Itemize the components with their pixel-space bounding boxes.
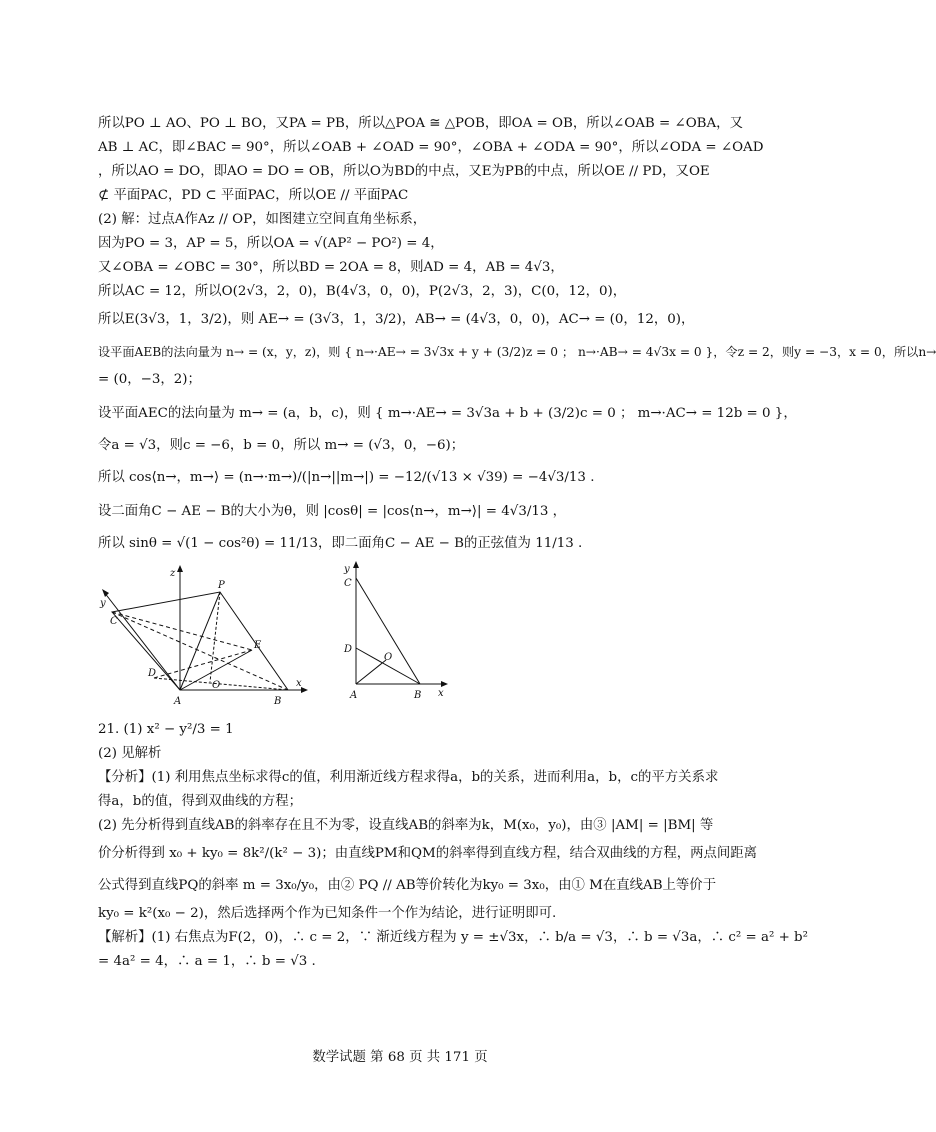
page-footer: 数学试题 第 68 页 共 171 页 — [312, 1050, 488, 1065]
label-C: C — [110, 616, 118, 627]
text-line: 【解析】(1) 右焦点为F(2，0)，∴ c = 2，∵ 渐近线方程为 y = ±√3x，∴ b/a = √3，∴ b = √3a，∴ c² = a² + b² — [98, 930, 808, 945]
text-line: 所以 cos⟨n→，m→⟩ = (n→·m→)/(|n→||m→|) = −12/(√13 × √39) = −4√3/13 . — [98, 470, 595, 485]
text-line: 令a = √3，则c = −6，b = 0，所以 m→ = (√3，0，−6)； — [98, 438, 465, 453]
text-line: AB ⊥ AC，即∠BAC = 90°，所以∠OAB + ∠OAD = 90°，∠OBA + ∠ODA = 90°，所以∠ODA = ∠OAD — [98, 140, 764, 155]
page-content — [98, 112, 936, 974]
text-line: 所以PO ⊥ AO、PO ⊥ BO，又PA = PB，所以△POA ≅ △POB，即OA = OB，所以∠OAB = ∠OBA，又 — [98, 116, 743, 131]
text-line: ，所以AO = DO，即AO = DO = OB，所以O为BD的中点，又E为PB的中点，所以OE // PD，又OE — [98, 164, 710, 179]
label-C: C — [344, 578, 352, 589]
label-y: y — [344, 564, 350, 575]
text-line: 又∠OBA = ∠OBC = 30°，所以BD = 2OA = 8，则AD = 4，AB = 4√3， — [98, 260, 564, 275]
label-x: x — [296, 678, 302, 689]
label-B: B — [414, 690, 422, 701]
text-line: 因为PO = 3，AP = 5，所以OA = √(AP² − PO²) = 4， — [98, 236, 444, 251]
text-line: 所以 sinθ = √(1 − cos²θ) = 11/13，即二面角C − AE − B的正弦值为 11/13 . — [98, 536, 583, 551]
text-line: = 4a² = 4，∴ a = 1，∴ b = √3 . — [98, 954, 316, 969]
text-line: 设二面角C − AE − B的大小为θ，则 |cosθ| = |cos⟨n→，m→⟩| = 4√3/13 ， — [98, 504, 567, 519]
text-line: ⊄ 平面PAC，PD ⊂ 平面PAC，所以OE // 平面PAC — [98, 188, 409, 203]
label-D: D — [344, 644, 353, 655]
label-O: O — [212, 680, 221, 691]
label-x: x — [438, 688, 444, 699]
text-line: 设平面AEB的法向量为 n→ = (x，y，z)，则 { n→·AE→ = 3√3x + y + (3/2)z = 0 ； n→·AB→ = 4√3x = 0 }，令z = 2，则y = −3，x = 0，所以n→ — [98, 345, 936, 359]
text-line: 21. (1) x² − y²/3 = 1 — [98, 722, 234, 737]
text-line: 设平面AEC的法向量为 m→ = (a，b，c)，则 { m→·AE→ = 3√3a + b + (3/2)c = 0 ； m→·AC→ = 12b = 0 }， — [98, 406, 797, 421]
text-line: (2) 解：过点A作Az // OP，如图建立空间直角坐标系， — [98, 212, 427, 227]
text-line: 所以AC = 12，所以O(2√3，2，0)，B(4√3，0，0)，P(2√3，2，3)，C(0，12，0)， — [98, 284, 627, 299]
3d-coordinate-figure — [98, 562, 318, 712]
text-line: (2) 见解析 — [98, 746, 162, 761]
2d-plane-figure — [340, 562, 450, 712]
label-P: P — [218, 580, 225, 591]
text-line: 得a，b的值，得到双曲线的方程； — [98, 794, 303, 809]
label-D: D — [148, 668, 157, 679]
label-z: z — [170, 568, 176, 579]
text-line: ky₀ = k²(x₀ − 2)，然后选择两个作为已知条件一个作为结论，进行证明即可. — [98, 906, 557, 921]
label-y: y — [100, 598, 106, 609]
text-line: (2) 先分析得到直线AB的斜率存在且不为零，设直线AB的斜率为k，M(x₀，y₀)，由③ |AM| = |BM| 等 — [98, 818, 714, 833]
figure-row — [98, 562, 728, 712]
text-line: 价分析得到 x₀ + ky₀ = 8k²/(k² − 3)；由直线PM和QM的斜率得到直线方程，结合双曲线的方程，两点间距离 — [98, 846, 758, 861]
text-line: = (0，−3，2)； — [98, 372, 201, 387]
label-A: A — [350, 690, 358, 701]
text-line: 所以E(3√3，1，3/2)，则 AE→ = (3√3，1，3/2)，AB→ = (4√3，0，0)，AC→ = (0，12，0)， — [98, 312, 695, 327]
text-line: 【分析】(1) 利用焦点坐标求得c的值，利用渐近线方程求得a，b的关系，进而利用a，b，c的平方关系求 — [98, 770, 719, 785]
label-E: E — [254, 640, 262, 651]
text-line: 公式得到直线PQ的斜率 m = 3x₀/y₀，由② PQ // AB等价转化为ky₀ = 3x₀，由① M在直线AB上等价于 — [98, 878, 717, 893]
label-O: O — [384, 652, 393, 663]
label-A: A — [174, 696, 182, 707]
label-B: B — [274, 696, 282, 707]
